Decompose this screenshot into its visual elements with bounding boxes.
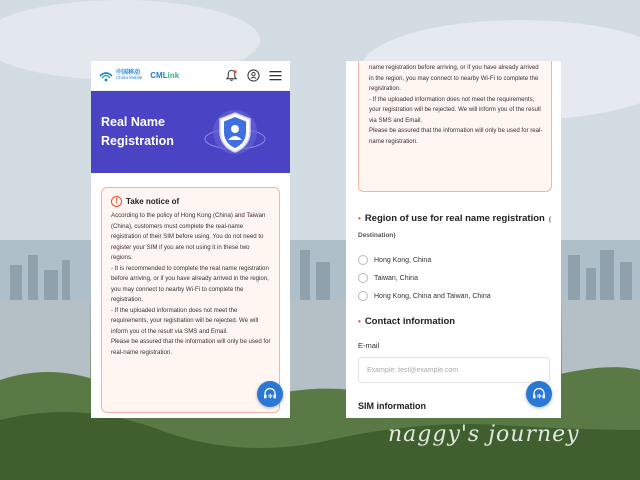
sim-info-title: SIM information	[358, 401, 426, 411]
china-mobile-logo[interactable]	[99, 70, 142, 82]
email-field[interactable]	[358, 357, 550, 383]
radio-button[interactable]	[358, 291, 368, 301]
cmlink-logo[interactable]	[150, 71, 179, 80]
required-marker: •	[358, 214, 361, 223]
notice-paragraph: - If the uploaded information does not meet the requirements, your registration will be rejected. We will inform you of the result via SMS and Email.	[369, 95, 541, 124]
region-option-both[interactable]	[358, 287, 553, 305]
phone-screen-right	[346, 61, 561, 418]
radio-button[interactable]	[358, 273, 368, 283]
required-marker: •	[358, 317, 361, 326]
notice-paragraph: name registration before arriving, or if you have already arrived in the region, you may connect to nearby Wi-Fi to complete the registration.	[369, 64, 539, 92]
contact-section	[358, 314, 553, 383]
region-option-taiwan[interactable]	[358, 269, 553, 287]
phone-screen-left	[91, 61, 290, 418]
notice-paragraph: Please be assured that the information will only be used for real-name registration.	[369, 127, 543, 145]
page-title-line2: Registration	[101, 134, 174, 148]
customer-service-icon	[531, 386, 547, 402]
page-title	[101, 113, 201, 151]
option-label: Hong Kong, China and Taiwan, China	[374, 292, 491, 300]
notice-paragraph: Please be assured that the information will only be used for real-name registration.	[111, 338, 271, 356]
notice-paragraph: - It is recommended to complete the real name registration before arriving, or if you have already arrived in the region, you may connect to nearby Wi-Fi to complete the registration.	[111, 264, 269, 303]
region-title-text: Region of use for real name registration	[364, 213, 545, 224]
customer-service-button[interactable]	[257, 381, 283, 407]
destination-hint: ( Destination)	[358, 216, 551, 239]
account-icon[interactable]	[246, 69, 260, 83]
contact-title	[358, 314, 553, 329]
page-title-line1: Real Name	[101, 115, 165, 129]
hero-banner	[91, 91, 290, 173]
top-bar	[91, 61, 290, 91]
option-label: Taiwan, China	[374, 274, 418, 282]
china-mobile-logo-icon	[99, 70, 113, 82]
cml-prefix: CML	[150, 71, 168, 80]
email-label: E-mail	[358, 341, 380, 350]
option-label: Hong Kong, China	[374, 256, 432, 264]
brand-zh: 中国移动	[116, 70, 141, 77]
watermark: naggy's journey	[388, 422, 580, 447]
contact-title-text: Contact information	[364, 316, 456, 327]
notice-box	[101, 187, 280, 413]
region-option-hong-kong[interactable]	[358, 251, 553, 269]
radio-button[interactable]	[358, 255, 368, 265]
notice-box-continued	[358, 61, 552, 192]
cml-suffix: ink	[167, 71, 180, 80]
notification-icon[interactable]	[224, 69, 238, 83]
shield-user-icon	[204, 103, 266, 165]
region-section	[358, 211, 553, 305]
notice-paragraph: According to the policy of Hong Kong (China) and Taiwan (China), customers must complete the real-name registration of their SIM before using. You do not need to register your SIM if you are not using it in these two regions.	[111, 212, 266, 261]
customer-service-icon	[262, 386, 278, 402]
notice-paragraph: - If the uploaded information does not meet the requirements, your registration will be rejected. We will inform you of the result via SMS and Email.	[111, 306, 259, 335]
customer-service-button[interactable]	[526, 381, 552, 407]
notice-title: Take notice of	[126, 197, 180, 206]
brand-en: China Mobile	[116, 75, 143, 81]
region-options	[358, 251, 553, 305]
info-icon: !	[111, 196, 122, 207]
menu-icon[interactable]	[268, 69, 282, 83]
region-title	[358, 211, 553, 243]
